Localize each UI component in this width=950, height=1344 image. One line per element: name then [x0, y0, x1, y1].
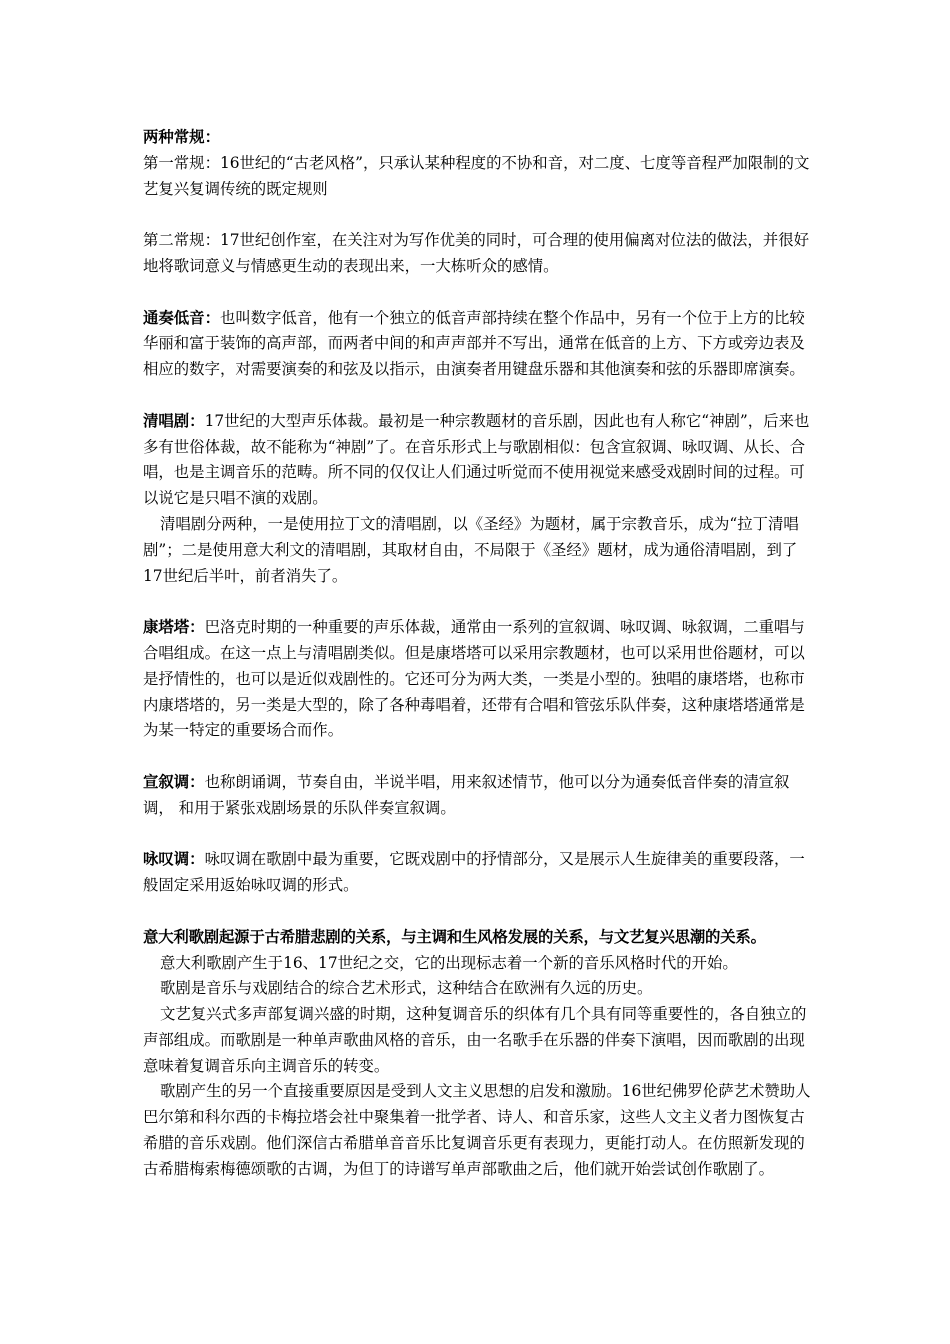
two-rules-section — [143, 125, 815, 202]
spacer — [143, 589, 815, 615]
recitative-paragraph — [143, 770, 815, 822]
opera-origin-paragraph-1: 意大利歌剧产生于16、17世纪之交，它的出现标志着一个新的音乐风格时代的开始。 — [159, 953, 738, 972]
spacer — [143, 822, 815, 848]
aria-paragraph — [143, 847, 815, 899]
recitative-text: 也称朗诵调，节奏自由，半说半唱，用来叙述情节，他可以分为通奏低音伴奏的清宣叙调， 和用于紧张戏剧场景的乐队伴奏宣叙调。 — [143, 772, 790, 817]
spacer — [143, 383, 815, 409]
basso-continuo-term: 通奏低音： — [143, 308, 220, 327]
oratorio-text: 17世纪的大型声乐体裁。最初是一种宗教题材的音乐剧，因此也有人称它“神剧”，后来也多有世俗体裁，故不能称为“神剧”了。在音乐形式上与歌剧相似：包含宣叙调、咏叹调、从长、合唱，也是主调音乐的范畴。所不同的仅仅让人们通过听觉而不使用视觉来感受戏剧时间的过程。可以说它是只唱不演的戏剧。 — [143, 411, 810, 508]
opera-origin-paragraph-3: 文艺复兴式多声部复调兴盛的时期，这种复调音乐的织体有几个具有同等重要性的，各自独立的声部组成。而歌剧是一种单声歌曲风格的音乐，由一名歌手在乐器的伴奏下演唱，因而歌剧的出现意味着复调音乐向主调音乐的转变。 — [143, 1005, 807, 1075]
second-rule-paragraph: 第二常规：17世纪创作室，在关注对为写作优美的同时，可合理的使用偏离对位法的做法，并很好地将歌词意义与情感更生动的表现出来，一大栋听众的感情。 — [143, 231, 809, 275]
cantata-term: 康塔塔： — [143, 618, 205, 637]
opera-origin-paragraph-4: 歌剧产生的另一个直接重要原因是受到人文主义思想的启发和激励。16世纪佛罗伦萨艺术赞助人巴尔第和科尔西的卡梅拉塔会社中聚集着一批学者、诗人、和音乐家，这些人文主义者力图恢复古希腊的音乐戏剧。他们深信古希腊单音音乐比复调音乐更有表现力，更能打动人。在仿照新发现的古希腊梅索梅德颂歌的古调，为但丁的诗谱写单声部歌曲之后，他们就开始尝试创作歌剧了。 — [143, 1082, 811, 1178]
opera-origin-paragraph-2: 歌剧是音乐与戏剧结合的综合艺术形式，这种结合在欧洲有久远的历史。 — [159, 979, 653, 998]
basso-continuo-paragraph — [143, 306, 815, 383]
document-body — [143, 125, 815, 1183]
oratorio-term: 清唱剧： — [143, 411, 205, 430]
spacer — [143, 202, 815, 228]
aria-text: 咏叹调在歌剧中最为重要，它既戏剧中的抒情部分，又是展示人生旋律美的重要段落，一般固定采用返始咏叹调的形式。 — [143, 850, 805, 895]
spacer — [143, 899, 815, 925]
cantata-text: 巴洛克时期的一种重要的声乐体裁，通常由一系列的宣叙调、咏叹调、咏叙调，二重唱与合唱组成。在这一点上与清唱剧类似。但是康塔塔可以采用宗教题材，也可以采用世俗题材，可以是抒情性的，也可以是近似戏剧性的。它还可分为两大类，一类是小型的。独唱的康塔塔，也称市内康塔塔的，另一类是大型的，除了各种毒唱着，还带有合唱和管弦乐队伴奏，这种康塔塔通常是为某一特定的重要场合而作。 — [143, 618, 805, 740]
spacer — [143, 744, 815, 770]
recitative-term: 宣叙调： — [143, 772, 205, 791]
first-rule-paragraph: 第一常规：16世纪的“古老风格”，只承认某种程度的不协和音，对二度、七度等音程严加限制的文艺复兴复调传统的既定规则 — [143, 153, 810, 198]
oratorio-paragraph — [143, 409, 815, 512]
opera-origin-heading: 意大利歌剧起源于古希腊悲剧的关系，与主调和生风格发展的关系，与文艺复兴思潮的关系。 — [143, 927, 766, 946]
oratorio-paragraph-2: 清唱剧分两种，一是使用拉丁文的清唱剧，以《圣经》为题材，属于宗教音乐，成为“拉丁清唱剧”；二是使用意大利文的清唱剧，其取材自由，不局限于《圣经》题材，成为通俗清唱剧，到了17世纪后半叶，前者消失了。 — [143, 514, 799, 585]
cantata-paragraph — [143, 615, 815, 744]
spacer — [143, 280, 815, 306]
basso-continuo-text: 也叫数字低音，他有一个独立的低音声部持续在整个作品中，另有一个位于上方的比较华丽和富于装饰的高声部，而两者中间的和声声部并不写出，通常在低音的上方、下方或旁边表及相应的数字，对需要演奏的和弦及以指示，由演奏者用键盘乐器和其他演奏和弦的乐器即席演奏。 — [143, 308, 805, 379]
aria-term: 咏叹调： — [143, 850, 205, 869]
two-rules-title: 两种常规： — [143, 128, 220, 146]
